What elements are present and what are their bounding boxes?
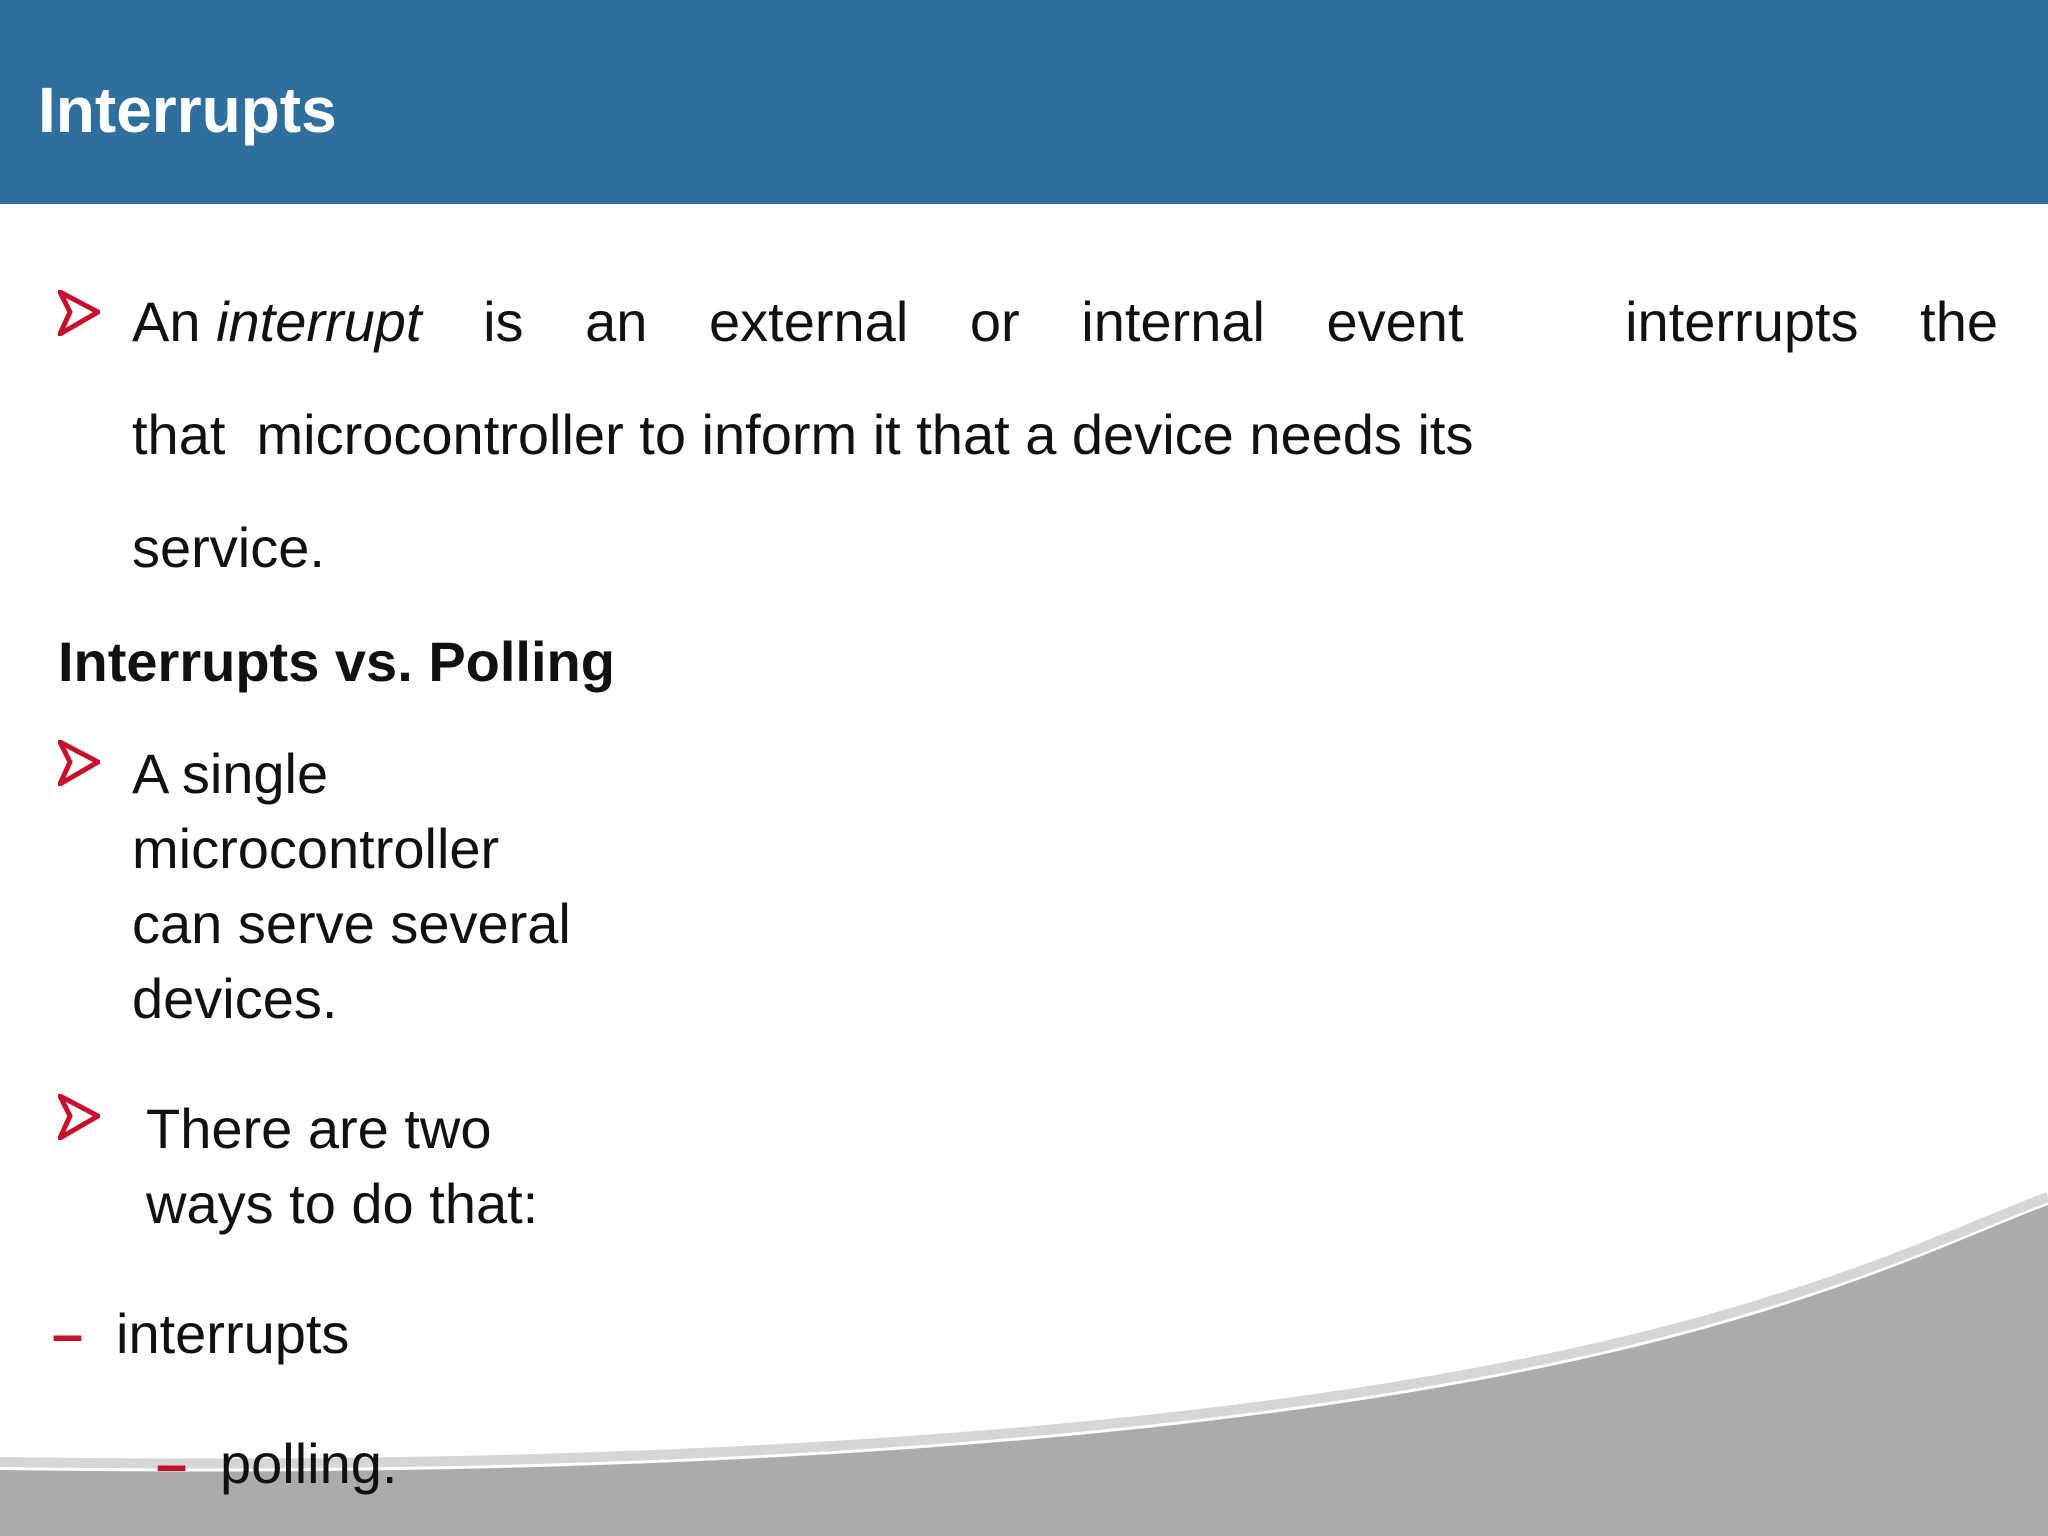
word: An: [132, 290, 201, 353]
word: is: [483, 290, 524, 353]
dash-item-interrupts: interrupts: [116, 1302, 350, 1365]
dash-bullet: –: [52, 1302, 84, 1365]
red-arrow-bullet-icon: [58, 290, 100, 336]
red-arrow-bullet-icon: [58, 740, 100, 786]
word: interrupts: [1625, 290, 1859, 353]
bullet-single-microcontroller: A single microcontroller can serve several devices.: [132, 742, 571, 1030]
definition-line-1: [132, 290, 1998, 354]
definition-line-3: service.: [132, 516, 325, 579]
slide-title: Interrupts: [38, 74, 337, 146]
dash-item-polling: polling.: [220, 1432, 398, 1495]
section-subheading: Interrupts vs. Polling: [58, 630, 615, 693]
bullet-two-ways: There are two ways to do that:: [146, 1097, 539, 1235]
word: internal: [1081, 290, 1265, 353]
dash-bullet: –: [156, 1432, 188, 1495]
word: the: [1920, 290, 1998, 353]
red-arrow-bullet-icon: [58, 1094, 100, 1140]
word: external: [709, 290, 909, 353]
word: event: [1326, 290, 1464, 353]
definition-line-2: that microcontroller to inform it that a device needs its: [132, 403, 1474, 466]
word: an: [585, 290, 648, 353]
term-interrupt: interrupt: [216, 290, 422, 353]
word: or: [969, 290, 1020, 353]
